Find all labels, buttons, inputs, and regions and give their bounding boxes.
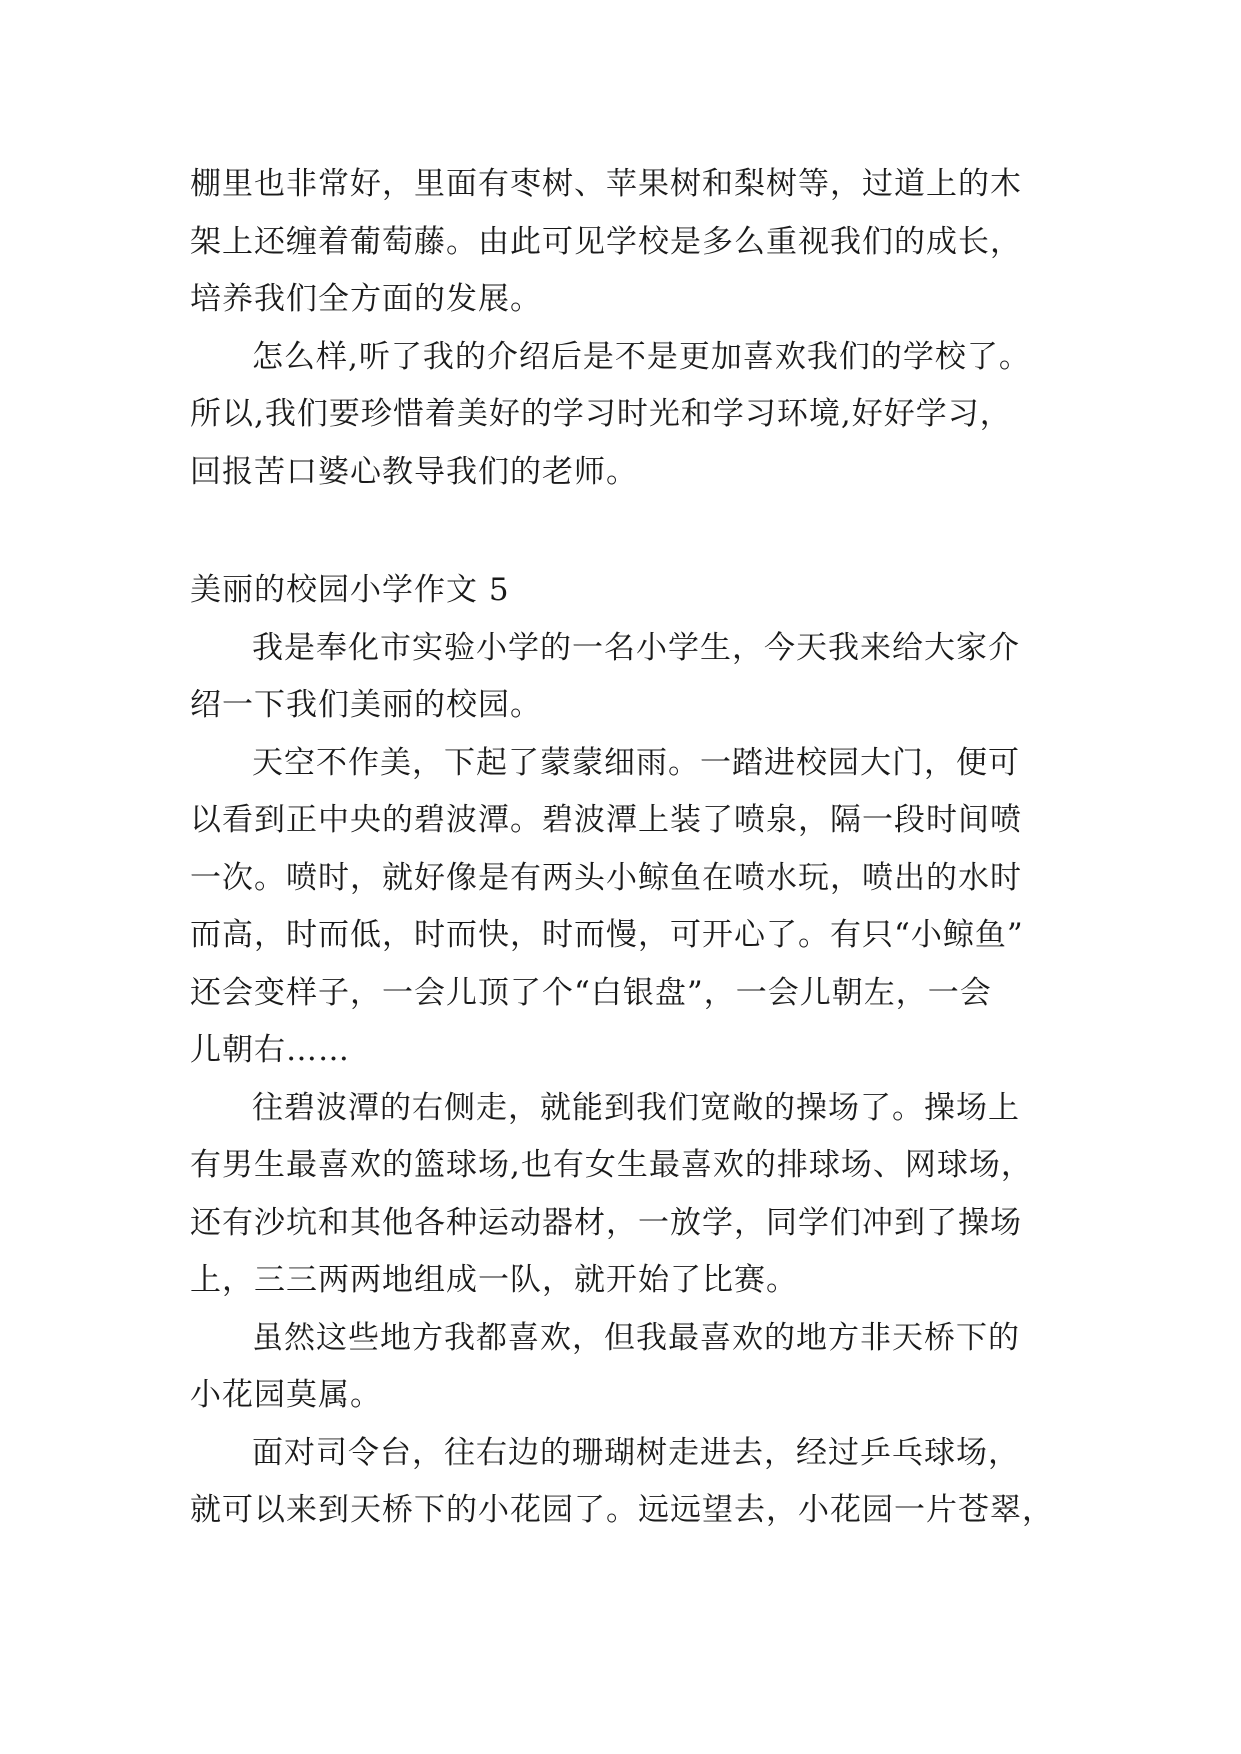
paragraph (190, 1425, 1062, 1540)
essay-heading: 美丽的校园小学作文 5 (190, 572, 510, 608)
paragraph (190, 735, 1062, 1080)
paragraph-continued (190, 156, 1062, 329)
text-line: 有男生最喜欢的篮球场,也有女生最喜欢的排球场、网球场， (190, 1147, 1033, 1183)
text-line: 棚里也非常好，里面有枣树、苹果树和梨树等，过道上的木 (190, 166, 1022, 202)
text-line: 还会变样子，一会儿顶了个“白银盘”，一会儿朝左，一会 (190, 974, 992, 1011)
text-line: 一次。喷时，就好像是有两头小鲸鱼在喷水玩，喷出的水时 (190, 859, 1022, 896)
text-line: 还有沙坑和其他各种运动器材，一放学，同学们冲到了操场 (190, 1204, 1022, 1241)
text-line: 而高，时而低，时而快，时而慢，可开心了。有只“小鲸鱼” (190, 917, 1024, 953)
essay-section (190, 562, 1062, 1540)
paragraph (190, 329, 1062, 502)
paragraph (190, 620, 1062, 735)
text-line: 架上还缠着葡萄藤。由此可见学校是多么重视我们的成长， (190, 223, 1022, 260)
text-line: 天空不作美，下起了蒙蒙细雨。一踏进校园大门，便可 (252, 744, 1020, 781)
text-line: 怎么样,听了我的介绍后是不是更加喜欢我们的学校了。 (252, 338, 1031, 375)
text-line: 绍一下我们美丽的校园。 (190, 687, 542, 723)
text-line: 面对司令台，往右边的珊瑚树走进去，经过乒乓球场， (252, 1434, 1020, 1471)
text-line: 小花园莫属。 (190, 1377, 382, 1413)
text-line: 就可以来到天桥下的小花园了。远远望去，小花园一片苍翠， (190, 1492, 1054, 1528)
text-line: 我是奉化市实验小学的一名小学生，今天我来给大家介 (252, 629, 1020, 666)
text-line: 培养我们全方面的发展。 (190, 281, 542, 317)
text-line: 以看到正中央的碧波潭。碧波潭上装了喷泉，隔一段时间喷 (190, 802, 1022, 838)
paragraph (190, 1080, 1062, 1310)
top-section (190, 156, 1062, 501)
text-line: 回报苦口婆心教导我们的老师。 (190, 453, 638, 490)
text-line: 儿朝右…… (190, 1032, 350, 1068)
text-line: 所以,我们要珍惜着美好的学习时光和学习环境,好好学习， (190, 396, 1012, 432)
text-line: 往碧波潭的右侧走，就能到我们宽敞的操场了。操场上 (252, 1089, 1020, 1126)
paragraph (190, 1310, 1062, 1425)
text-line: 虽然这些地方我都喜欢，但我最喜欢的地方非天桥下的 (252, 1319, 1020, 1356)
text-line: 上，三三两两地组成一队，就开始了比赛。 (190, 1262, 798, 1298)
